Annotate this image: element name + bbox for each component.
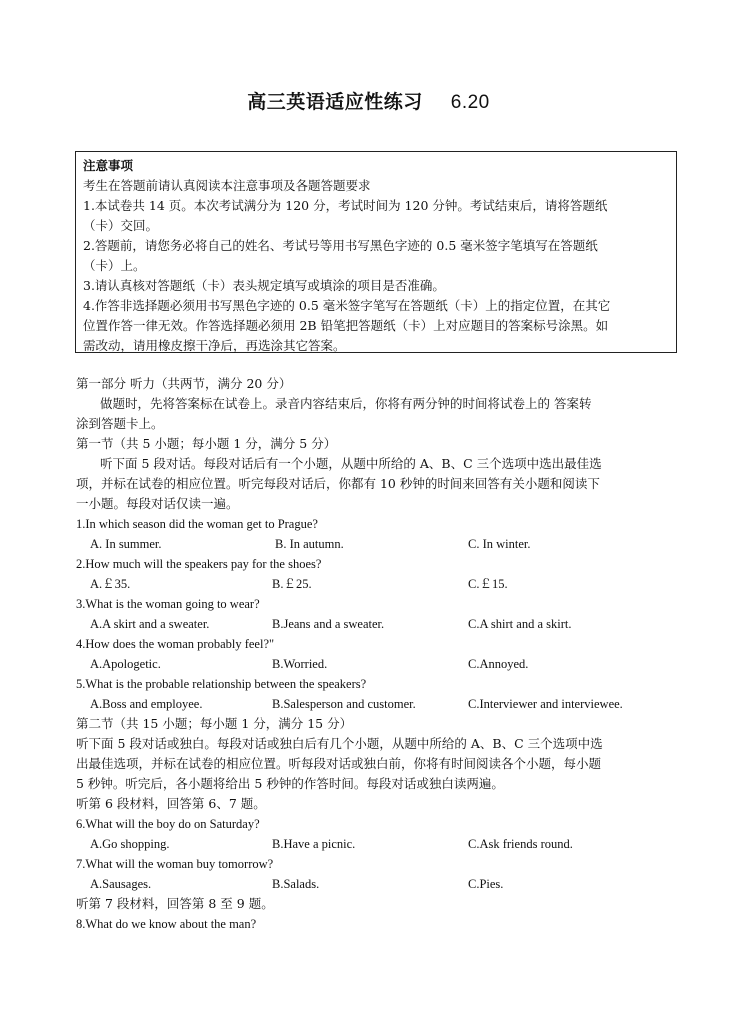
notice-line: （卡）交回。	[83, 218, 159, 233]
q1-option-b: B. In autumn.	[275, 537, 344, 551]
q5-option-a: A.Boss and employee.	[90, 697, 203, 711]
material-7-instruction: 听第 7 段材料，回答第 8 至 9 题。	[76, 896, 274, 911]
notice-line: （卡）上。	[83, 258, 146, 273]
q1-option-c: C. In winter.	[468, 537, 531, 551]
section1-intro-line: 听下面 5 段对话。每段对话后有一个小题，从题中所给的 A、B、C 三个选项中选出最佳选	[100, 456, 602, 471]
exam-date: 6.20	[450, 92, 490, 113]
exam-title: 高三英语适应性练习	[247, 91, 423, 113]
q3-option-c: C.A shirt and a skirt.	[468, 617, 572, 631]
question-8: 8.What do we know about the man?	[76, 917, 257, 931]
section1-intro-line: 项，并标在试卷的相应位置。听完每段对话后，你都有 10 秒钟的时间来回答有关小题和阅读下	[76, 476, 600, 491]
section1-heading: 第一节（共 5 小题；每小题 1 分，满分 5 分）	[76, 436, 337, 451]
material-6-instruction: 听第 6 段材料，回答第 6、7 题。	[76, 796, 266, 811]
q2-option-c: C.￡15.	[468, 577, 508, 591]
question-4: 4.How does the woman probably feel?"	[76, 637, 275, 651]
q3-option-a: A.A skirt and a sweater.	[90, 617, 210, 631]
q7-option-b: B.Salads.	[272, 877, 320, 891]
q3-option-b: B.Jeans and a sweater.	[272, 617, 385, 631]
q7-option-c: C.Pies.	[468, 877, 504, 891]
section1-intro-line: 一小题。每段对话仅读一遍。	[76, 496, 239, 511]
q5-option-c: C.Interviewer and interviewee.	[468, 697, 623, 711]
q4-option-a: A.Apologetic.	[90, 657, 161, 671]
q4-option-c: C.Annoyed.	[468, 657, 529, 671]
notice-line: 位置作答一律无效。作答选择题必须用 2B 铅笔把答题纸（卡）上对应题目的答案标号涂黑。如	[83, 318, 609, 333]
notice-line: 4.作答非选择题必须用书写黑色字迹的 0.5 毫米签字笔写在答题纸（卡）上的指定位置，在其它	[83, 298, 611, 313]
notice-heading: 注意事项	[83, 158, 134, 173]
q6-option-c: C.Ask friends round.	[468, 837, 573, 851]
question-7: 7.What will the woman buy tomorrow?	[76, 857, 274, 871]
notice-line: 考生在答题前请认真阅读本注意事项及各题答题要求	[83, 178, 371, 193]
question-3: 3.What is the woman going to wear?	[76, 597, 260, 611]
notice-box	[75, 151, 677, 353]
question-1: 1.In which season did the woman get to Prague?	[76, 517, 318, 531]
q5-option-b: B.Salesperson and customer.	[272, 697, 416, 711]
q2-option-a: A.￡35.	[90, 577, 131, 591]
part1-intro-line: 做题时，先将答案标在试卷上。录音内容结束后，你将有两分钟的时间将试卷上的 答案转	[100, 396, 592, 411]
section2-intro-line: 5 秒钟。听完后，各小题将给出 5 秒钟的作答时间。每段对话或独白读两遍。	[76, 776, 504, 791]
section2-intro-line: 出最佳选项，并标在试卷的相应位置。听每段对话或独白前，你将有时间阅读各个小题，每小题	[76, 756, 602, 771]
notice-line: 3.请认真核对答题纸（卡）表头规定填写或填涂的项目是否准确。	[83, 278, 445, 293]
question-2: 2.How much will the speakers pay for the shoes?	[76, 557, 322, 571]
section2-intro-line: 听下面 5 段对话或独白。每段对话或独白后有几个小题，从题中所给的 A、B、C 三个选项中选	[76, 736, 603, 751]
notice-line: 2.答题前，请您务必将自己的姓名、考试号等用书写黑色字迹的 0.5 毫米签字笔填写在答题纸	[83, 238, 598, 253]
question-6: 6.What will the boy do on Saturday?	[76, 817, 260, 831]
notice-line: 需改动，请用橡皮擦干净后，再选涂其它答案。	[83, 338, 346, 353]
part1-intro-line: 涂到答题卡上。	[76, 416, 164, 431]
q1-option-a: A. In summer.	[90, 537, 162, 551]
page-title	[0, 87, 737, 114]
q6-option-a: A.Go shopping.	[90, 837, 170, 851]
part1-heading: 第一部分 听力（共两节，满分 20 分）	[76, 376, 292, 391]
notice-line: 1.本试卷共 14 页。本次考试满分为 120 分，考试时间为 120 分钟。考试结束后，请将答题纸	[83, 198, 608, 213]
q2-option-b: B.￡25.	[272, 577, 312, 591]
q6-option-b: B.Have a picnic.	[272, 837, 356, 851]
q4-option-b: B.Worried.	[272, 657, 328, 671]
section2-heading: 第二节（共 15 小题；每小题 1 分，满分 15 分）	[76, 716, 353, 731]
question-5: 5.What is the probable relationship between the speakers?	[76, 677, 367, 691]
q7-option-a: A.Sausages.	[90, 877, 152, 891]
